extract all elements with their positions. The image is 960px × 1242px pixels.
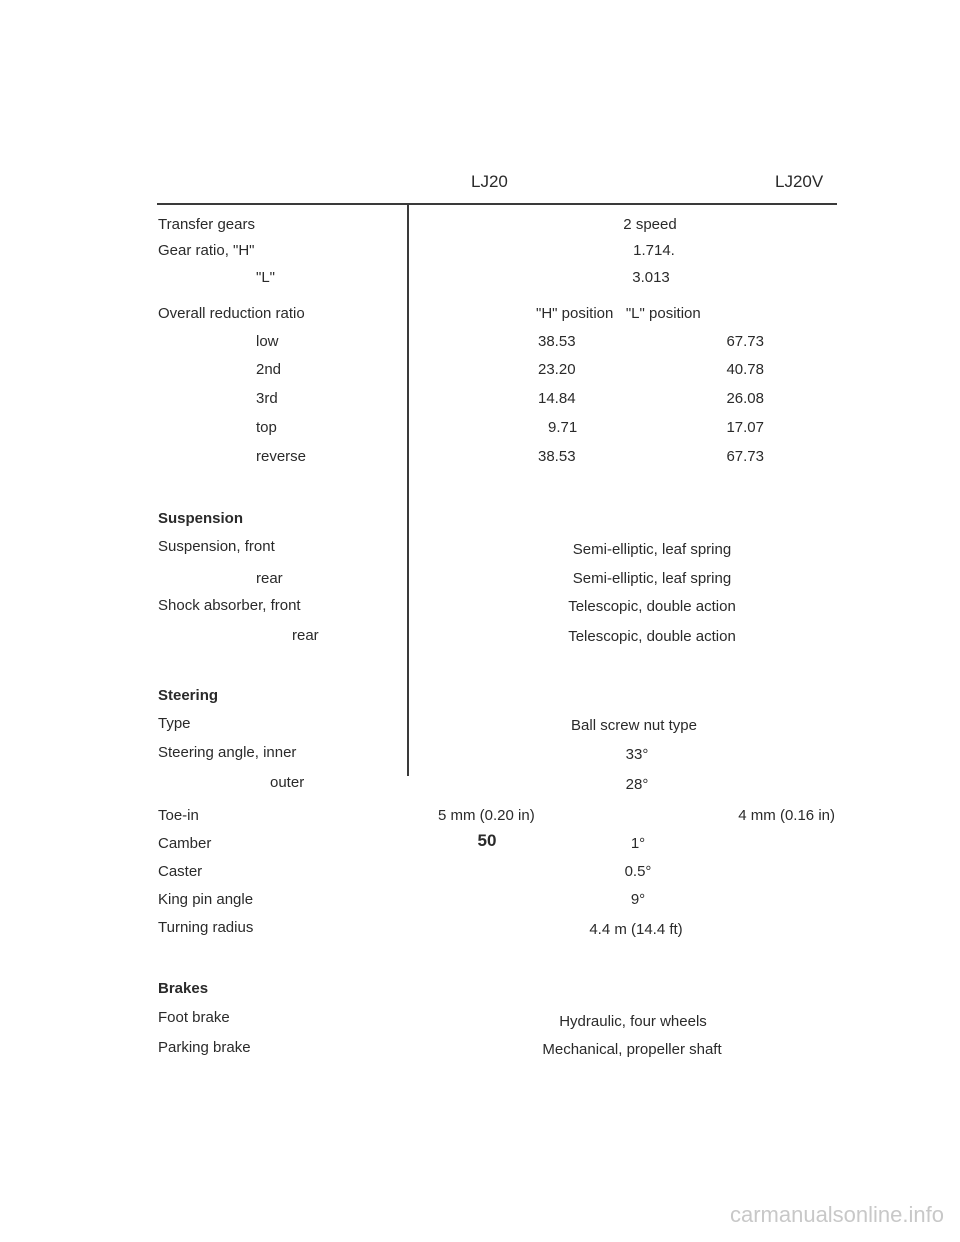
label-reverse: reverse (256, 448, 307, 465)
value-position-headers: "H" position "L" position (536, 305, 701, 322)
value-toe-in-lj20v: 4 mm (0.16 in) (738, 807, 835, 824)
value-steering-type: Ball screw nut type (571, 717, 697, 734)
label-suspension-rear: rear (256, 570, 283, 587)
label-overall-reduction: Overall reduction ratio (158, 305, 305, 322)
value-angle-inner: 33° (625, 746, 649, 763)
value-shock-front: Telescopic, double action (568, 598, 736, 615)
value-transfer-gears: 2 speed (623, 216, 677, 233)
label-top: top (256, 419, 277, 436)
value-top-h: 9.71 (548, 419, 578, 436)
value-2nd-l: 40.78 (726, 361, 764, 378)
value-toe-in-lj20: 5 mm (0.20 in) (438, 807, 535, 824)
value-reverse-l: 67.73 (726, 448, 764, 465)
label-parking-brake: Parking brake (158, 1039, 251, 1056)
label-steering-angle-outer: outer (270, 774, 305, 791)
value-gear-ratio-h: 1.714. (633, 242, 675, 259)
value-top-l: 17.07 (726, 419, 764, 436)
value-caster: 0.5° (624, 863, 652, 880)
value-3rd-l: 26.08 (726, 390, 764, 407)
label-toe-in: Toe-in (158, 807, 199, 824)
value-parking-brake: Mechanical, propeller shaft (542, 1041, 722, 1058)
watermark: carmanualsonline.info (729, 1202, 944, 1227)
value-suspension-front: Semi-elliptic, leaf spring (572, 541, 732, 558)
value-shock-rear: Telescopic, double action (568, 628, 736, 645)
label-turning-radius: Turning radius (158, 919, 254, 936)
section-heading-suspension: Suspension (158, 510, 244, 527)
value-2nd-h: 23.20 (538, 361, 576, 378)
page-number: 50 (477, 831, 497, 850)
value-suspension-rear: Semi-elliptic, leaf spring (572, 570, 732, 587)
label-caster: Caster (158, 863, 203, 880)
value-camber: 1° (630, 835, 646, 852)
value-foot-brake: Hydraulic, four wheels (559, 1013, 707, 1030)
label-camber: Camber (158, 835, 212, 852)
label-gear-ratio-l: "L" (256, 269, 275, 286)
label-king-pin: King pin angle (158, 891, 254, 908)
label-2nd: 2nd (256, 361, 282, 378)
label-suspension-front: Suspension, front (158, 538, 275, 555)
label-steering-angle-inner: Steering angle, inner (158, 744, 297, 761)
value-3rd-h: 14.84 (538, 390, 576, 407)
value-low-l: 67.73 (726, 333, 764, 350)
label-foot-brake: Foot brake (158, 1009, 230, 1026)
section-heading-brakes: Brakes (158, 980, 209, 997)
value-king-pin: 9° (630, 891, 646, 908)
value-turning-radius: 4.4 m (14.4 ft) (589, 921, 683, 938)
label-3rd: 3rd (256, 390, 278, 407)
label-transfer-gears: Transfer gears (158, 216, 255, 233)
section-heading-steering: Steering (158, 687, 219, 704)
label-shock-rear: rear (292, 627, 319, 644)
value-low-h: 38.53 (538, 333, 576, 350)
header-rule (157, 203, 837, 205)
label-low: low (256, 333, 279, 350)
label-gear-ratio-h: Gear ratio, "H" (158, 242, 255, 259)
label-shock-front: Shock absorber, front (158, 597, 301, 614)
value-angle-outer: 28° (625, 776, 649, 793)
label-type: Type (158, 715, 191, 732)
column-divider (407, 204, 409, 776)
value-reverse-h: 38.53 (538, 448, 576, 465)
value-gear-ratio-l: 3.013 (632, 269, 670, 286)
column-header-lj20v: LJ20V (775, 172, 824, 191)
column-header-lj20: LJ20 (471, 172, 508, 191)
